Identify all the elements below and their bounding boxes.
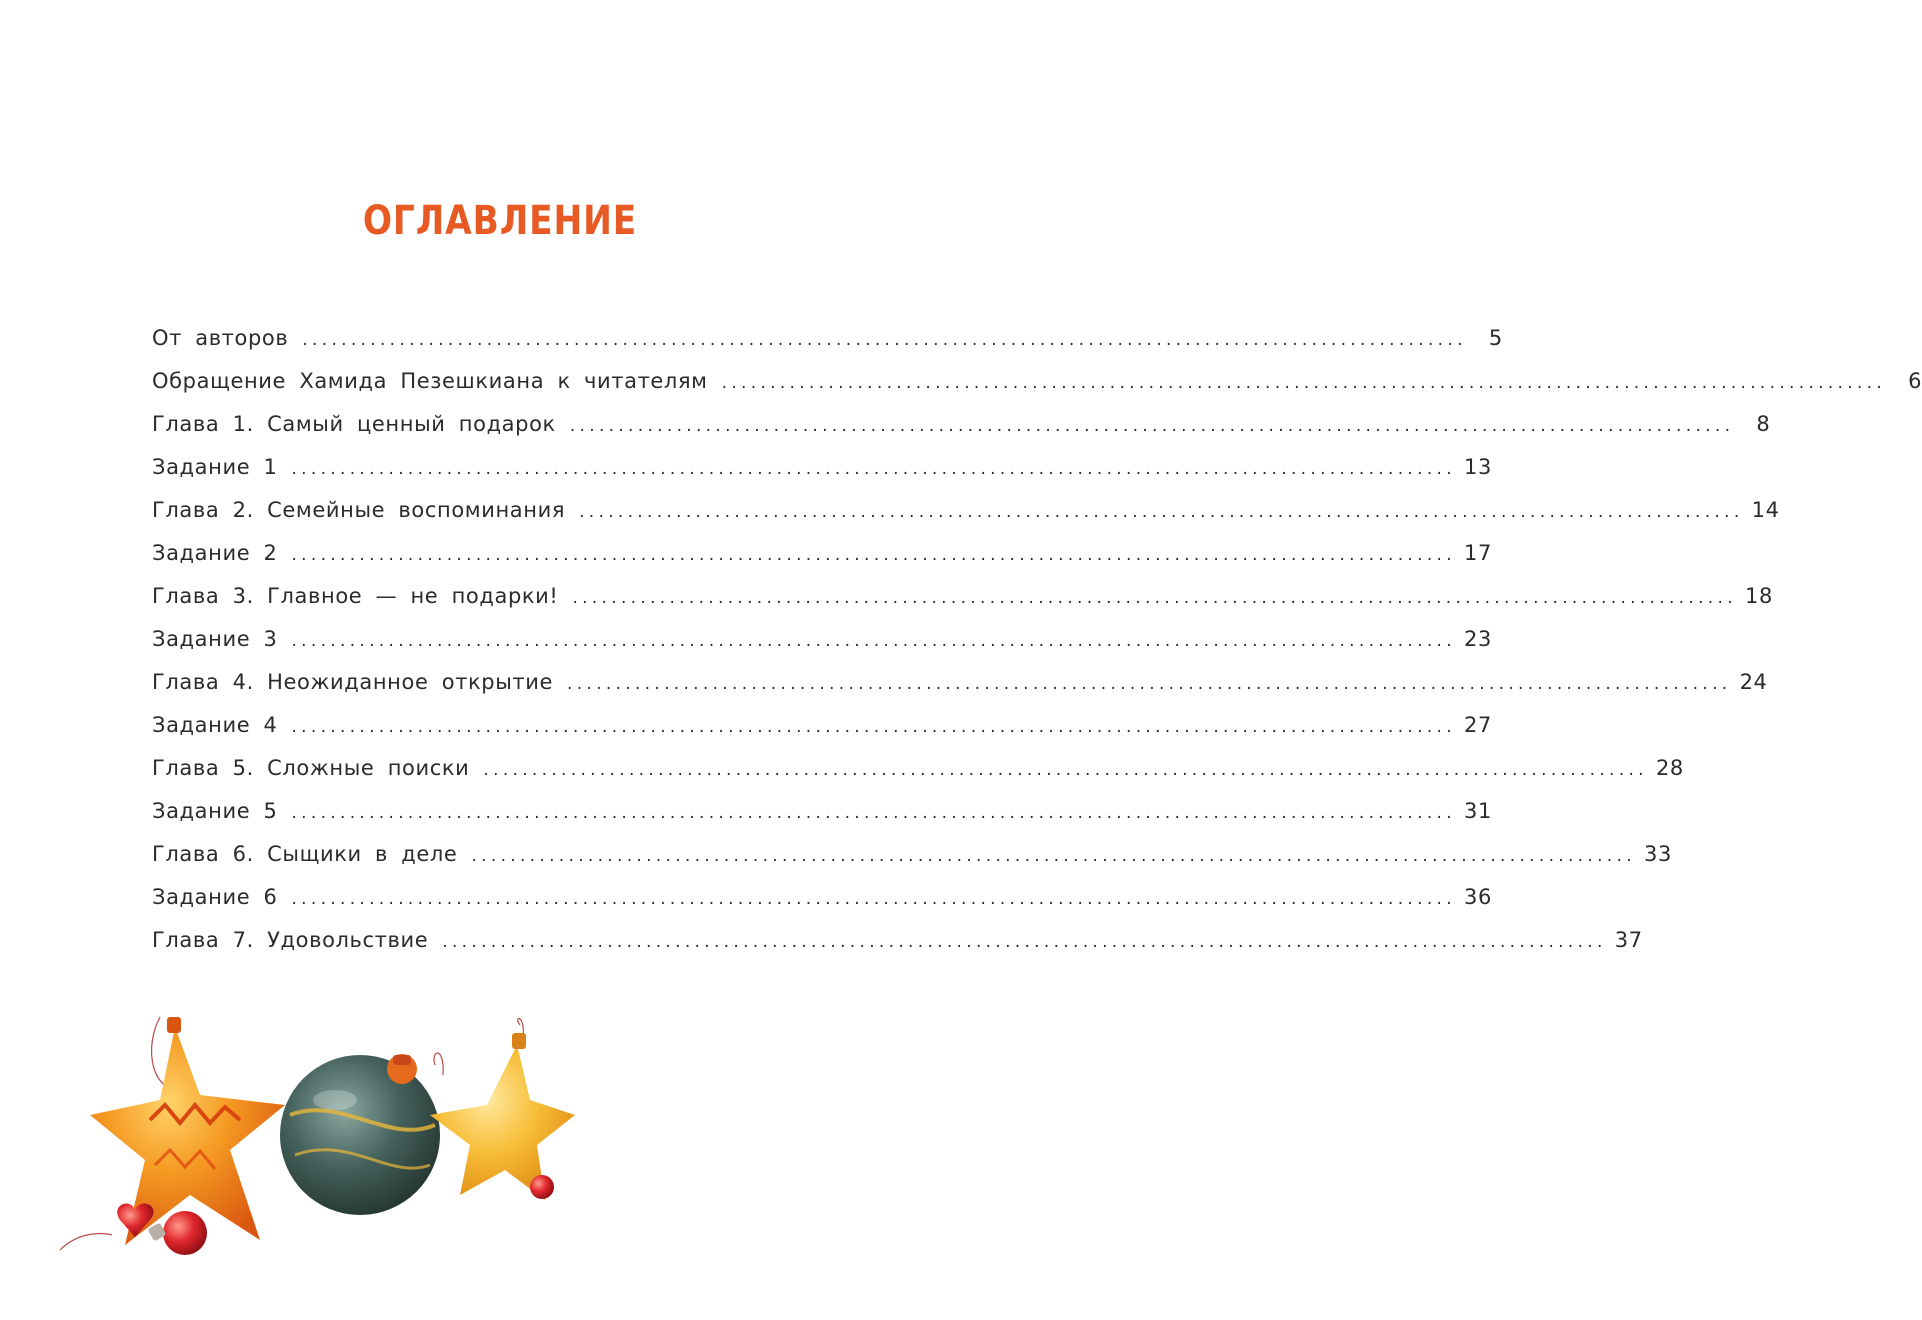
toc-entry-title: Задание 1 (152, 455, 278, 479)
toc-entry-title: Задание 3 (152, 627, 278, 651)
toc-entry-title: Обращение Хамида Пезешкиана к читателям (152, 369, 708, 393)
yellow-star-ornament (430, 1033, 575, 1200)
toc-leader-dots: ........................................................................................................................ (579, 502, 1744, 522)
toc-entry[interactable] (152, 713, 1492, 756)
page-title: ОГЛАВЛЕНИЕ (362, 198, 638, 244)
toc-entry-page: 14 (1751, 498, 1780, 522)
toc-entry[interactable] (152, 842, 1672, 885)
toc-entry[interactable] (152, 756, 1684, 799)
toc-entry-page: 6 (1908, 369, 1922, 393)
toc-leader-dots: ........................................................................................................................ (569, 416, 1735, 436)
toc-entry-title: Глава 1. Самый ценный подарок (152, 412, 556, 436)
toc-entry[interactable] (152, 498, 1780, 541)
christmas-ornaments-illustration (50, 1005, 580, 1285)
toc-entry[interactable] (152, 928, 1643, 971)
toc-entry-title: Глава 7. Удовольствие (152, 928, 429, 952)
toc-entry-page: 13 (1464, 455, 1492, 479)
toc-leader-dots: ........................................................................................................................ (721, 373, 1887, 393)
toc-leader-dots: ........................................................................................................................ (302, 330, 1467, 350)
toc-leader-dots: ........................................................................................................................ (572, 588, 1737, 608)
toc-entry[interactable] (152, 369, 1922, 412)
toc-entry[interactable] (152, 412, 1771, 455)
toc-entry-title: От авторов (152, 326, 289, 350)
toc-entry-page: 23 (1464, 627, 1492, 651)
toc-entry[interactable] (152, 326, 1503, 369)
toc-entry-title: Задание 4 (152, 713, 278, 737)
toc-entry[interactable] (152, 885, 1492, 928)
small-red-ornament (530, 1175, 554, 1199)
toc-entry-page: 5 (1488, 326, 1503, 350)
toc-entry[interactable] (152, 799, 1492, 842)
toc-entry-title: Глава 6. Сыщики в деле (152, 842, 458, 866)
toc-entry-page: 18 (1744, 584, 1773, 608)
toc-entry-page: 33 (1644, 842, 1672, 866)
toc-entry-title: Глава 5. Сложные поиски (152, 756, 470, 780)
table-of-contents (152, 326, 1922, 971)
toc-leader-dots: ........................................................................................................................ (291, 545, 1456, 565)
toc-entry-title: Задание 5 (152, 799, 278, 823)
toc-leader-dots: ........................................................................................................................ (567, 674, 1732, 694)
toc-entry-title: Задание 2 (152, 541, 278, 565)
toc-entry-page: 17 (1464, 541, 1492, 565)
toc-entry-page: 8 (1756, 412, 1771, 436)
toc-entry-page: 27 (1464, 713, 1492, 737)
toc-entry[interactable] (152, 455, 1492, 498)
toc-entry[interactable] (152, 541, 1492, 584)
toc-leader-dots: ........................................................................................................................ (291, 631, 1456, 651)
toc-leader-dots: ........................................................................................................................ (291, 803, 1456, 823)
toc-entry[interactable] (152, 584, 1773, 627)
toc-entry-page: 24 (1739, 670, 1768, 694)
toc-entry-page: 31 (1464, 799, 1492, 823)
toc-leader-dots: ........................................................................................................................ (291, 459, 1456, 479)
toc-entry-page: 36 (1464, 885, 1492, 909)
toc-entry-title: Глава 2. Семейные воспоминания (152, 498, 566, 522)
toc-entry[interactable] (152, 670, 1768, 713)
teal-ornament-ball (280, 1054, 440, 1215)
toc-leader-dots: ........................................................................................................................ (291, 889, 1456, 909)
toc-entry-title: Глава 4. Неожиданное открытие (152, 670, 554, 694)
toc-leader-dots: ........................................................................................................................ (291, 717, 1456, 737)
toc-leader-dots: ........................................................................................................................ (442, 932, 1607, 952)
toc-entry-title: Задание 6 (152, 885, 278, 909)
toc-entry-page: 28 (1655, 756, 1684, 780)
toc-entry[interactable] (152, 627, 1492, 670)
toc-leader-dots: ........................................................................................................................ (483, 760, 1648, 780)
toc-leader-dots: ........................................................................................................................ (471, 846, 1636, 866)
toc-entry-page: 37 (1614, 928, 1643, 952)
toc-entry-title: Глава 3. Главное — не подарки! (152, 584, 559, 608)
